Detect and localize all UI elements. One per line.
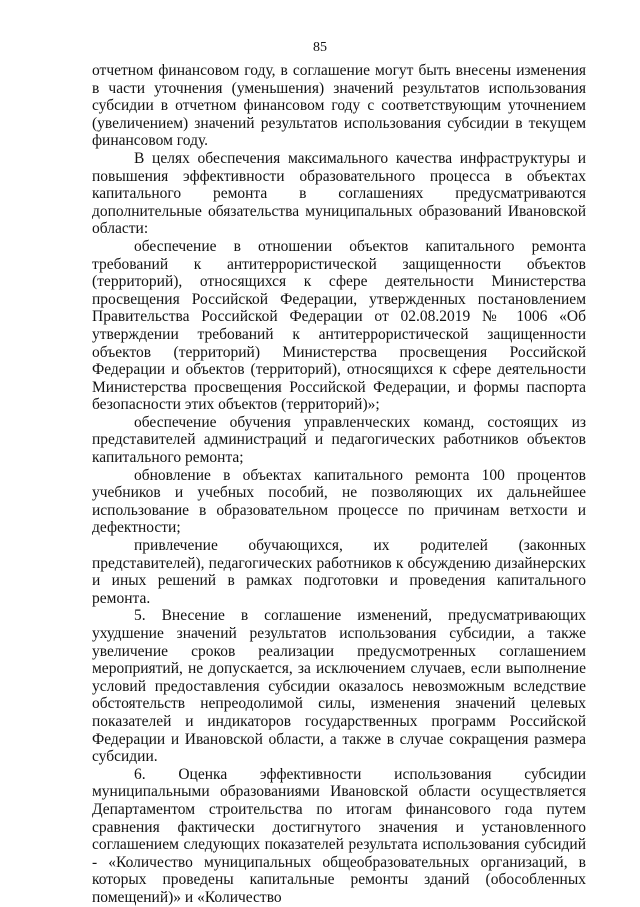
paragraph-textbook-renewal: обновление в объектах капитального ремонта 100 процентов учебников и учебных пособий, не позволяющих их дальнейшее использование в образовательном процессе по причинам ветхости и дефектности; <box>92 466 586 537</box>
document-body <box>92 62 586 907</box>
paragraph-stakeholder-involvement: привлечение обучающихся, их родителей (законных представителей), педагогических работников к обсуждению дизайнерских и иных решений в рамках подготовки и проведения капитального ремонта. <box>92 537 586 607</box>
paragraph-item-5: 5. Внесение в соглашение изменений, предусматривающих ухудшение значений результатов использования субсидии, а также увеличение сроков реализации предусмотренных соглашением мероприятий, не допускается, за исключением случаев, если выполнение условий предоставления субсидии оказалось невозможным вследствие обстоятельств непреодолимой силы, изменения значений целевых показателей и индикаторов государственных программ Российской Федерации и Ивановской области, а также в случае сокращения размера субсидии. <box>92 607 586 766</box>
paragraph-continuation: отчетном финансовом году, в соглашение могут быть внесены изменения в части уточнения (уменьшения) значений результатов использования субсидии в отчетном финансовом году с соответствующим уточнением (увеличением) значений результатов использования субсидии в текущем финансовом году. <box>92 62 586 150</box>
paragraph-antiterror-requirements: обеспечение в отношении объектов капитального ремонта требований к антитеррористической защищенности объектов (территорий), относящихся к сфере деятельности Министерства просвещения Российской Федерации, утвержденных постановлением Правительства Российской Федерации от 02.08.2019 № 1006 «Об утверждении требований к антитеррористической защищенности объектов (территорий) Министерства просвещения Российской Федерации и объектов (территорий), относящихся к сфере деятельности Министерства просвещения Российской Федерации, и формы паспорта безопасности этих объектов (территорий)»; <box>92 237 586 414</box>
paragraph-management-training: обеспечение обучения управленческих команд, состоящих из представителей администраций и педагогических работников объектов капитального ремонта; <box>92 413 586 467</box>
page-number: 85 <box>313 40 327 55</box>
paragraph-infrastructure-quality: В целях обеспечения максимального качества инфраструктуры и повышения эффективности образовательного процесса в объектах капитального ремонта в соглашениях предусматриваются дополнительные обязательства муниципальных образований Ивановской области: <box>92 149 586 238</box>
paragraph-item-6: 6. Оценка эффективности использования субсидии муниципальными образованиями Ивановской области осуществляется Департаментом строительства по итогам финансового года путем сравнения фактически достигнутого значения и установленного соглашением следующих показателей результата использования субсидий - «Количество муниципальных общеобразовательных организаций, в которых проведены капитальные ремонты зданий (обособленных помещений)» и «Количество <box>92 765 586 906</box>
